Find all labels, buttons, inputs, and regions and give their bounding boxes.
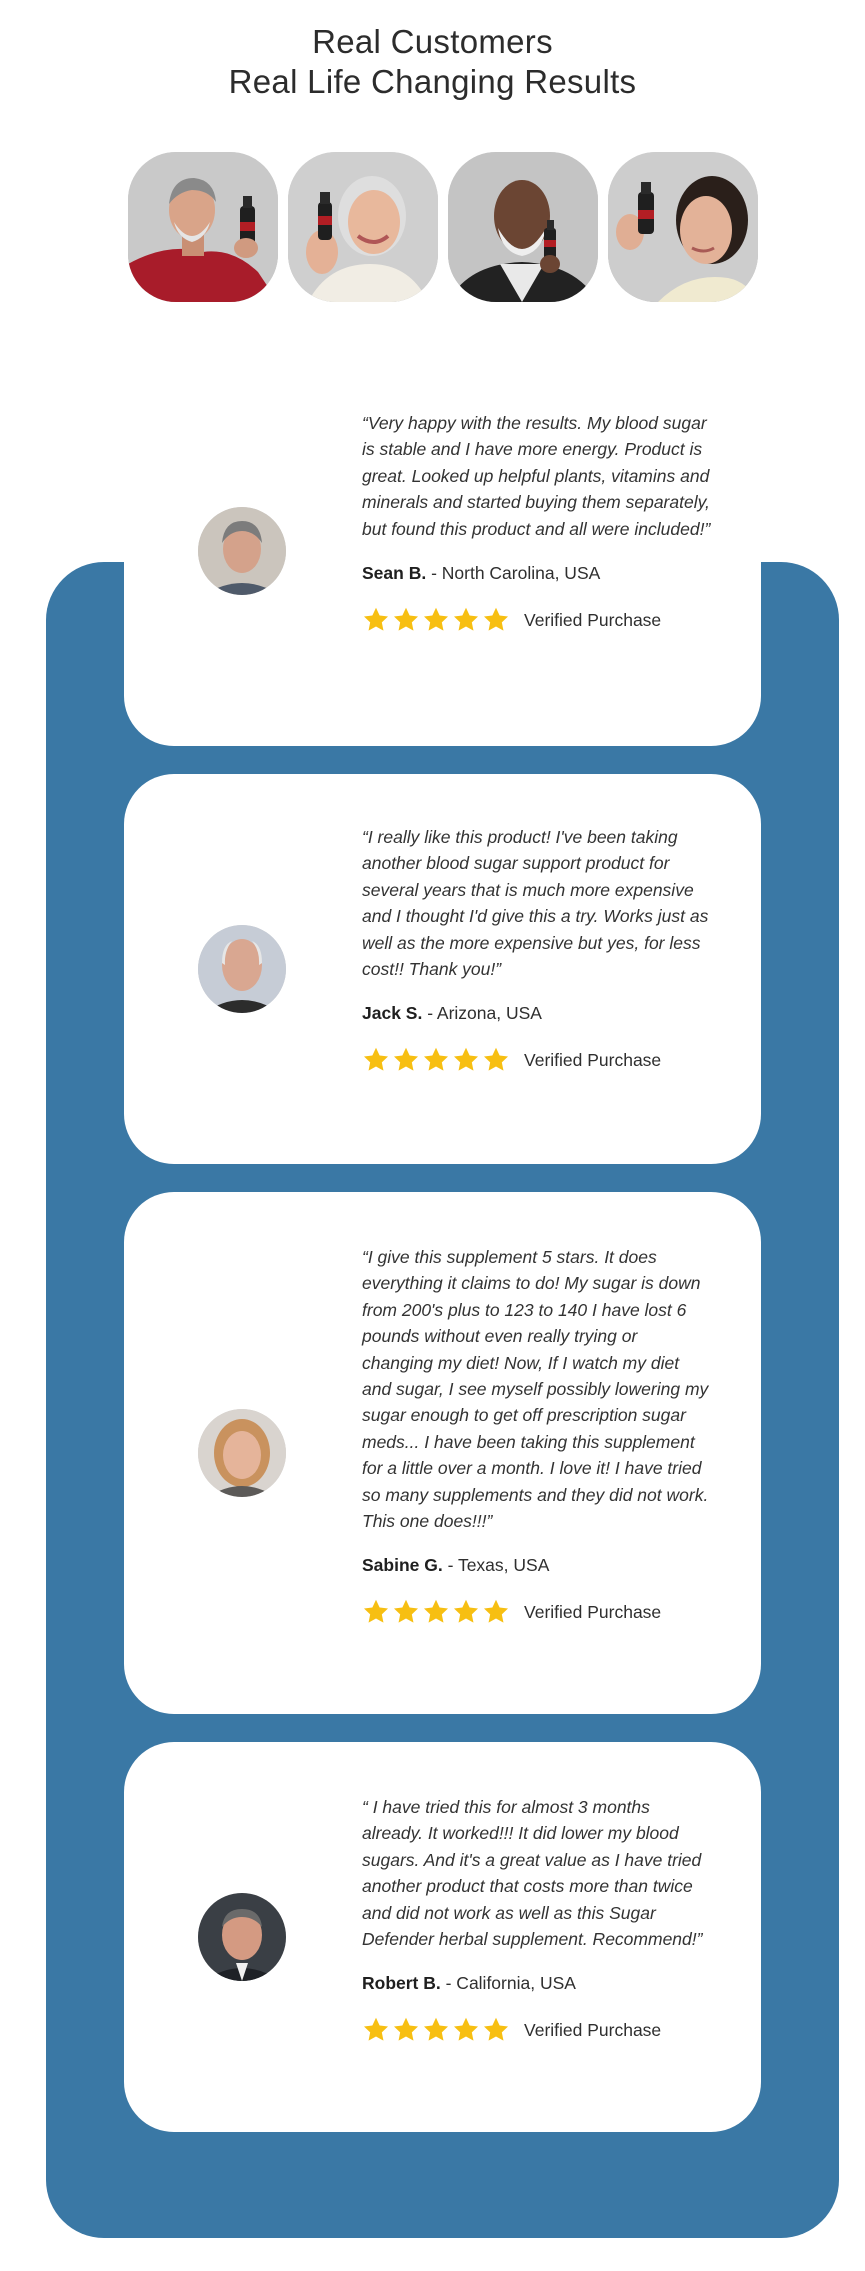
author-location: - Texas, USA xyxy=(442,1555,550,1576)
star-icon xyxy=(452,1046,480,1074)
star-icon xyxy=(362,2016,390,2044)
review-author xyxy=(362,1971,712,1995)
reviewer-avatar xyxy=(198,925,286,1013)
star-icon xyxy=(452,2016,480,2044)
reviewer-avatar xyxy=(198,507,286,595)
verified-purchase-label: Verified Purchase xyxy=(524,2019,662,2040)
customer-photo-3 xyxy=(448,152,598,302)
review-quote: “ I have tried this for almost 3 months already. It worked!!! It did lower my blood sugars. And it's a great value as I have tried another product that costs more than twice and did not work as well as this Sugar Defender herbal supplement. Recommend!” xyxy=(362,1797,703,1950)
star-rating xyxy=(362,1598,510,1626)
man-suit-avatar-icon xyxy=(198,1893,286,1981)
star-icon xyxy=(392,1598,420,1626)
heading-line-2: Real Life Changing Results xyxy=(228,63,637,100)
rating-row xyxy=(362,2015,712,2045)
star-icon xyxy=(482,1046,510,1074)
verified-purchase-label: Verified Purchase xyxy=(524,609,662,630)
star-icon xyxy=(482,1598,510,1626)
rating-row xyxy=(362,605,712,635)
review-quote: “Very happy with the results. My blood sugar is stable and I have more energy. Product is great. Looked up helpful plants, vitamins and minerals and started buying them separately, but found this product and all were included!” xyxy=(362,413,711,539)
customer-photo-2 xyxy=(288,152,438,302)
customer-photo-man-red-shirt-icon xyxy=(128,152,278,302)
star-icon xyxy=(362,606,390,634)
customer-photo-1 xyxy=(128,152,278,302)
author-name: Jack S. xyxy=(362,1003,423,1024)
review-quote: “I really like this product! I've been taking another blood sugar support product for several years that is much more expensive and I thought I'd give this a try. Works just as well as the more expensive but yes, for less cost!! Thank you!” xyxy=(362,827,709,980)
author-location: - California, USA xyxy=(440,1973,576,1994)
star-icon xyxy=(422,606,450,634)
star-icon xyxy=(452,606,480,634)
review-card xyxy=(124,370,761,746)
review-card xyxy=(124,1192,761,1714)
star-icon xyxy=(392,606,420,634)
star-rating xyxy=(362,1046,510,1074)
star-icon xyxy=(392,2016,420,2044)
customer-photo-4 xyxy=(608,152,758,302)
man-gray-hair-avatar-icon xyxy=(198,507,286,595)
bald-man-avatar-icon xyxy=(198,925,286,1013)
customer-photo-woman-short-hair-icon xyxy=(608,152,758,302)
star-rating xyxy=(362,2016,510,2044)
star-icon xyxy=(452,1598,480,1626)
reviewer-avatar xyxy=(198,1409,286,1497)
review-author xyxy=(362,1001,712,1025)
customer-photo-strip xyxy=(128,152,742,302)
review-author xyxy=(362,1553,712,1577)
star-rating xyxy=(362,606,510,634)
heading-line-1: Real Customers xyxy=(312,23,553,60)
verified-purchase-label: Verified Purchase xyxy=(524,1601,662,1622)
woman-blonde-avatar-icon xyxy=(198,1409,286,1497)
author-location: - North Carolina, USA xyxy=(426,563,601,584)
review-author xyxy=(362,561,712,585)
rating-row xyxy=(362,1045,712,1075)
author-location: - Arizona, USA xyxy=(422,1003,542,1024)
star-icon xyxy=(482,606,510,634)
star-icon xyxy=(392,1046,420,1074)
star-icon xyxy=(362,1598,390,1626)
verified-purchase-label: Verified Purchase xyxy=(524,1049,662,1070)
reviewer-avatar xyxy=(198,1893,286,1981)
review-card xyxy=(124,774,761,1164)
review-card xyxy=(124,1742,761,2132)
author-name: Sean B. xyxy=(362,563,427,584)
star-icon xyxy=(482,2016,510,2044)
rating-row xyxy=(362,1597,712,1627)
customer-photo-man-white-beard-icon xyxy=(448,152,598,302)
review-quote: “I give this supplement 5 stars. It does everything it claims to do! My sugar is down from 200's plus to 123 to 140 I have lost 6 pounds without even really trying or changing my diet! Now, If I watch my diet and sugar, I see myself possibly lowering my sugar enough to get off prescription sugar meds... I have been taking this supplement for a little over a month. I love it! I have tried so many supplements and they did not work. This one does!!!” xyxy=(362,1247,709,1532)
author-name: Robert B. xyxy=(362,1973,441,1994)
star-icon xyxy=(422,1598,450,1626)
star-icon xyxy=(422,1046,450,1074)
section-heading xyxy=(0,22,865,102)
customer-photo-woman-white-hair-icon xyxy=(288,152,438,302)
author-name: Sabine G. xyxy=(362,1555,443,1576)
star-icon xyxy=(362,1046,390,1074)
star-icon xyxy=(422,2016,450,2044)
